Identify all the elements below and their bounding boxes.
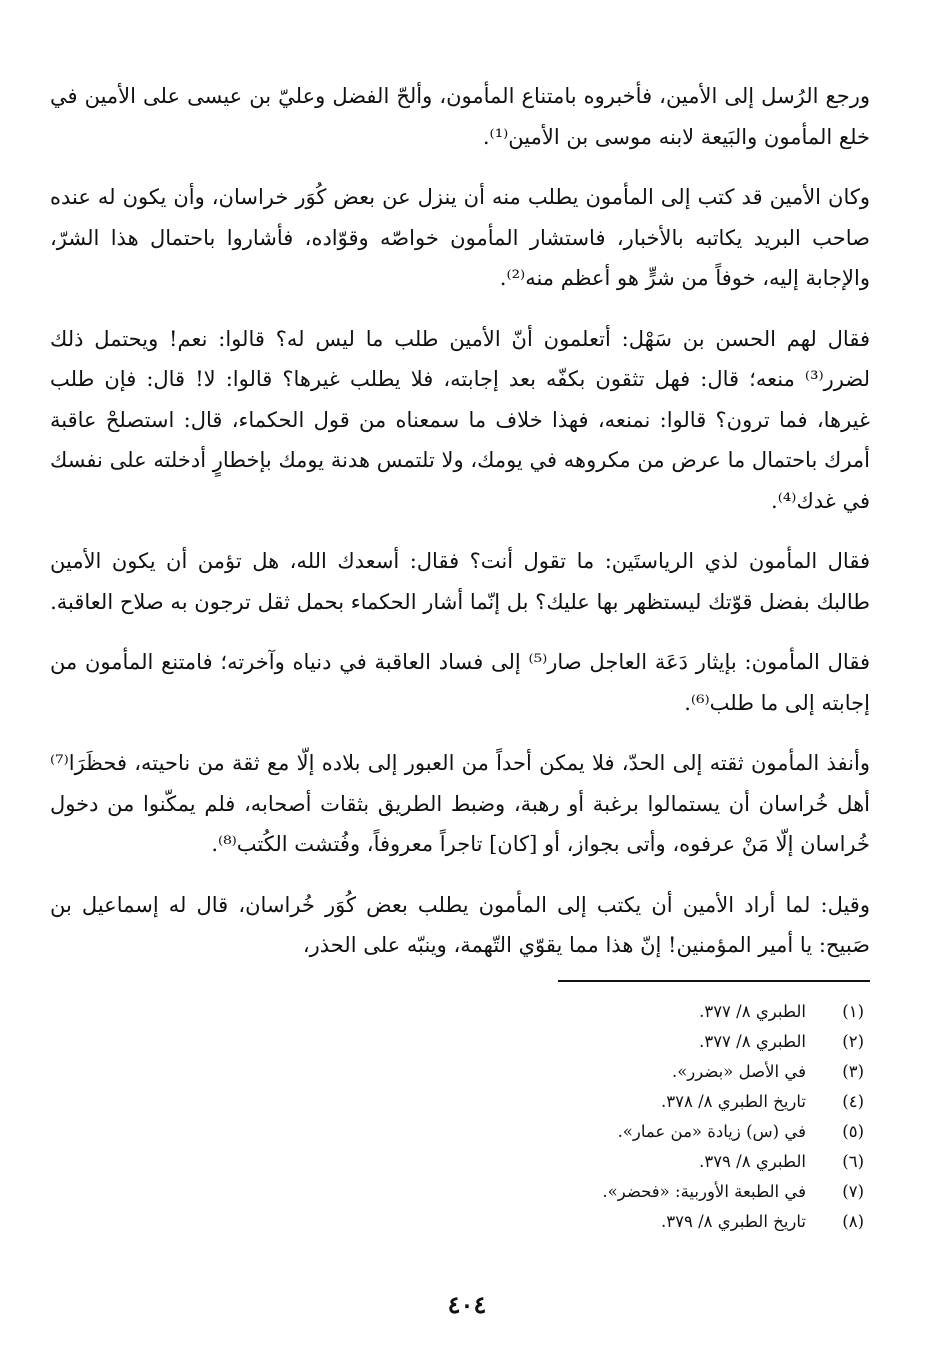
footnote [324, 1087, 864, 1117]
paragraph: وأنفذ المأمون ثقته إلى الحدّ، فلا يمكن أحداً من العبور إلى بلاده إلّا مع ثقة من ناحيته، فحظَرَا⁽⁷⁾ أهل خُراسان أن يستمالوا برغبة أو رهبة، وضبط الطريق بثقات أصحابه، فلم يمكّنوا من دخول خُراسان إلّا مَنْ عرفوه، وأتى بجواز، أو [كان] تاجراً معروفاً، وفُتشت الكُتب⁽⁸⁾. [50, 751, 871, 856]
page-body [50, 70, 870, 986]
footnote-text: تاريخ الطبري ٨/ ٣٧٩. [661, 1212, 806, 1231]
footnote [324, 1177, 864, 1207]
paragraph: فقال لهم الحسن بن سَهْل: أتعلمون أنّ الأمين طلب ما ليس له؟ قالوا: نعم! ويحتمل ذلك لضرر⁽³⁾ منعه؛ قال: فهل تثقون بكفّه بعد إجابته، فلا يطلب غيرها؟ قالوا: لا! قال: فإن طلب غيرها، فما ترون؟ قالوا: نمنعه، فهذا خلاف ما سمعناه من قول الحكماء، قال: استصلحْ عاقبة أمرك باحتمال ما عرض من مكروهه في يومك، ولا تلتمس هدنة يومك بإخطارٍ أدخلته على نفسك في غدك⁽⁴⁾. [50, 326, 870, 513]
footnote-text: الطبري ٨/ ٣٧٩. [699, 1152, 806, 1171]
footnote [324, 1117, 864, 1147]
footnote-number: (٥) [842, 1122, 864, 1141]
paragraph: فقال المأمون: بإيثار دَعَة العاجل صار⁽⁵⁾ إلى فساد العاقبة في دنياه وآخرته؛ فامتنع المأمون من إجابته إلى ما طلب⁽⁶⁾. [50, 650, 870, 715]
paragraph: وكان الأمين قد كتب إلى المأمون يطلب منه أن ينزل عن بعض كُوَر خراسان، وأن يكون له عنده صاحب البريد يكاتبه بالأخبار، فاستشار المأمون خواصّه وقوّاده، فأشاروا باحتمال هذا الشرّ، والإجابة إليه، خوفاً من شرٍّ هو أعظم منه⁽²⁾. [50, 185, 870, 290]
footnote-number: (٢) [842, 1032, 864, 1051]
footnote [324, 1057, 864, 1087]
footnote-number: (٤) [842, 1092, 864, 1111]
footnote-number: (١) [842, 1002, 864, 1021]
footnote-text: الطبري ٨/ ٣٧٧. [699, 1032, 806, 1051]
footnote [324, 997, 864, 1027]
page-number: ٤٠٤ [447, 1290, 487, 1319]
footnote-text: الطبري ٨/ ٣٧٧. [699, 1002, 806, 1021]
footnote-number: (٦) [842, 1152, 864, 1171]
footnote-text: في (س) زيادة «من عمار». [617, 1122, 806, 1141]
paragraph: فقال المأمون لذي الرياستَين: ما تقول أنت؟ فقال: أسعدك الله، هل تؤمن أن يكون الأمين طالبك بفضل قوّتك ليستظهر بها عليك؟ بل إنّما أشار الحكماء بحمل ثقل ترجون به صلاح العاقبة. [50, 549, 870, 614]
footnote [324, 1027, 864, 1057]
footnote-number: (٨) [842, 1212, 864, 1231]
paragraph: ورجع الرُسل إلى الأمين، فأخبروه بامتناع المأمون، وألحّ الفضل وعليّ بن عيسى على الأمين في خلع المأمون والبَيعة لابنه موسى بن الأمين⁽¹⁾. [50, 84, 870, 149]
footnote [324, 1207, 864, 1237]
footnote-text: في الأصل «بضرر». [671, 1062, 806, 1081]
footnotes [324, 997, 864, 1237]
footnote-divider [558, 980, 870, 982]
paragraph: وقيل: لما أراد الأمين أن يكتب إلى المأمون يطلب بعض كُوَر خُراسان، قال له إسماعيل بن صَبيح: يا أمير المؤمنين! إنّ هذا مما يقوّي التّهمة، وينبّه على الحذر، [50, 892, 870, 957]
footnote-text: في الطبعة الأوربية: «فحضر». [602, 1182, 806, 1201]
footnote-text: تاريخ الطبري ٨/ ٣٧٨. [661, 1092, 806, 1111]
footnote-number: (٣) [842, 1062, 864, 1081]
footnote-number: (٧) [842, 1182, 864, 1201]
footnote [324, 1147, 864, 1177]
